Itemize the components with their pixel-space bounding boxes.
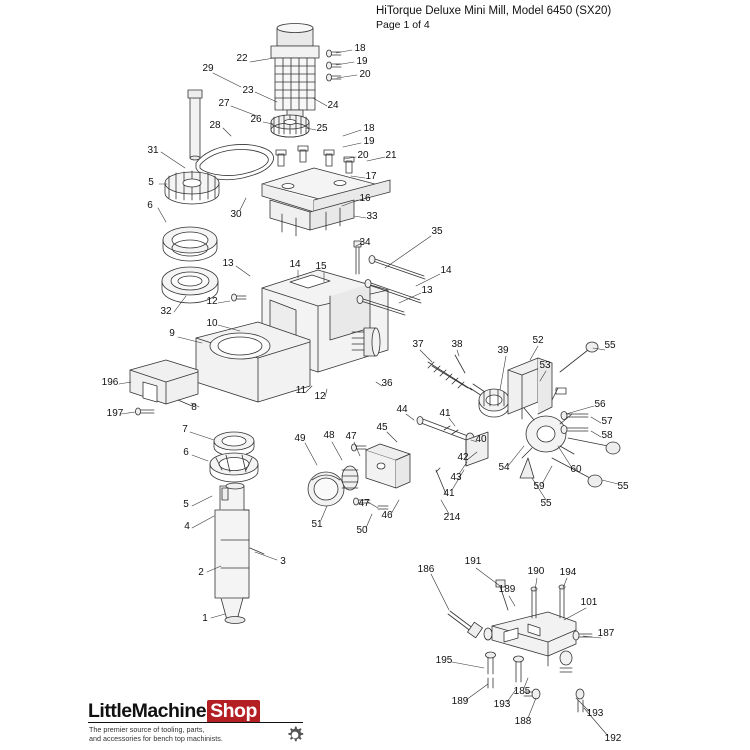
callout-number: 194	[559, 567, 577, 578]
callout-number: 52	[532, 335, 544, 346]
part-spindle-shaft	[215, 483, 249, 624]
callout-number: 56	[594, 399, 606, 410]
callout-number: 28	[209, 120, 221, 131]
callout-number: 49	[294, 433, 306, 444]
callout-number: 55	[604, 340, 616, 351]
part-plate-45	[366, 444, 410, 488]
company-logo	[88, 700, 308, 748]
part-pin-8	[178, 400, 192, 406]
callout-number: 16	[359, 193, 371, 204]
callout-number: 20	[359, 69, 371, 80]
callout-number: 41	[439, 408, 451, 419]
callout-number: 53	[539, 360, 551, 371]
part-gear-39	[479, 389, 509, 417]
callout-number: 47	[358, 498, 370, 509]
callout-number: 101	[580, 597, 598, 608]
callout-number: 18	[363, 123, 375, 134]
part-quill-bearing-7	[214, 432, 254, 456]
callout-number: 57	[601, 416, 613, 427]
callout-number: 43	[450, 472, 462, 483]
callout-number: 46	[381, 510, 393, 521]
logo-word-main: LittleMachine	[88, 700, 207, 722]
callout-number: 38	[451, 339, 463, 350]
callout-number: 6	[183, 447, 189, 458]
callout-number: 196	[101, 377, 119, 388]
part-shaft-41-44	[417, 417, 474, 444]
callout-number: 5	[183, 499, 189, 510]
callout-number: 55	[540, 498, 552, 509]
part-bracket-196	[130, 360, 198, 404]
callout-number: 13	[222, 258, 234, 269]
callout-number: 188	[514, 716, 532, 727]
callout-number: 31	[147, 145, 159, 156]
callout-number: 20	[357, 150, 369, 161]
callout-number: 189	[451, 696, 469, 707]
callout-number: 51	[311, 519, 323, 530]
part-shaft-29	[188, 90, 202, 160]
callout-number: 32	[160, 306, 172, 317]
callout-number: 25	[316, 123, 328, 134]
callout-number: 4	[184, 521, 190, 532]
callout-number: 13	[421, 285, 433, 296]
callout-number: 195	[435, 655, 453, 666]
part-drawbar-186	[448, 611, 492, 640]
logo-tagline	[89, 725, 269, 743]
callout-number: 193	[493, 699, 511, 710]
callout-number: 193	[586, 708, 604, 719]
callout-number: 12	[206, 296, 218, 307]
callout-number: 3	[280, 556, 286, 567]
callout-number: 192	[604, 733, 622, 744]
callout-number: 58	[601, 430, 613, 441]
callout-number: 214	[443, 512, 461, 523]
callout-number: 190	[527, 566, 545, 577]
callout-number: 10	[206, 318, 218, 329]
callout-number: 7	[182, 424, 188, 435]
callout-number: 35	[431, 226, 443, 237]
callout-number: 47	[345, 431, 357, 442]
callout-number: 5	[148, 177, 154, 188]
callout-number: 19	[356, 56, 368, 67]
callout-number: 37	[412, 339, 424, 350]
part-bearing-6	[163, 227, 217, 261]
callout-number: 50	[356, 525, 368, 536]
callout-number: 9	[169, 328, 175, 339]
callout-number: 185	[513, 686, 531, 697]
callout-number: 29	[202, 63, 214, 74]
part-motor-head	[271, 24, 319, 119]
callout-number: 41	[443, 488, 455, 499]
callout-number: 197	[106, 408, 124, 419]
callout-number: 45	[376, 422, 388, 433]
callout-number: 40	[475, 434, 487, 445]
logo-tagline-line2: and accessories for bench top machinists.	[89, 734, 223, 743]
part-gear-48	[342, 466, 358, 490]
callout-number: 186	[417, 564, 435, 575]
callout-number: 12	[314, 391, 326, 402]
callout-number: 60	[570, 464, 582, 475]
callout-number: 44	[396, 404, 408, 415]
callout-number: 55	[617, 481, 629, 492]
part-screws-top	[327, 50, 342, 81]
callout-number: 191	[464, 556, 482, 567]
callout-number: 11	[295, 385, 307, 396]
callout-number: 17	[365, 171, 377, 182]
callout-number: 54	[498, 462, 510, 473]
logo-wordmark	[88, 700, 260, 723]
logo-divider	[88, 722, 303, 723]
callout-number: 187	[597, 628, 615, 639]
callout-number: 24	[327, 100, 339, 111]
callout-number: 27	[218, 98, 230, 109]
callout-number: 23	[242, 85, 254, 96]
callout-number: 19	[363, 136, 375, 147]
logo-word-shop: Shop	[207, 700, 260, 723]
callout-number: 26	[250, 114, 262, 125]
callout-number: 18	[354, 43, 366, 54]
callout-number: 14	[289, 259, 301, 270]
diagram-title: HiTorque Deluxe Mini Mill, Model 6450 (SX20)	[376, 5, 612, 17]
callout-number: 48	[323, 430, 335, 441]
callout-number: 39	[497, 345, 509, 356]
callout-number: 1	[202, 613, 208, 624]
part-screw-197	[136, 408, 155, 415]
callout-number: 36	[381, 378, 393, 389]
part-pin-38	[455, 355, 465, 373]
part-pulley-upper	[271, 115, 309, 137]
callout-number: 42	[457, 452, 469, 463]
part-spindle-housing	[196, 322, 310, 402]
callout-number: 34	[359, 237, 371, 248]
callout-number: 2	[198, 567, 204, 578]
page-number: Page 1 of 4	[376, 19, 430, 31]
gear-icon	[284, 724, 306, 746]
callout-number: 6	[147, 200, 153, 211]
part-knob-51	[308, 472, 344, 506]
callout-number: 30	[230, 209, 242, 220]
callout-number: 59	[533, 481, 545, 492]
callout-number: 8	[191, 402, 197, 413]
callout-number: 15	[315, 261, 327, 272]
callout-number: 33	[366, 211, 378, 222]
part-pulley-lower	[165, 171, 219, 204]
logo-tagline-line1: The premier source of tooling, parts,	[89, 725, 205, 734]
callout-number: 22	[236, 53, 248, 64]
callout-number: 21	[385, 150, 397, 161]
part-quill-bearing-6b	[210, 453, 258, 482]
callout-number: 14	[440, 265, 452, 276]
callout-number: 189	[498, 584, 516, 595]
